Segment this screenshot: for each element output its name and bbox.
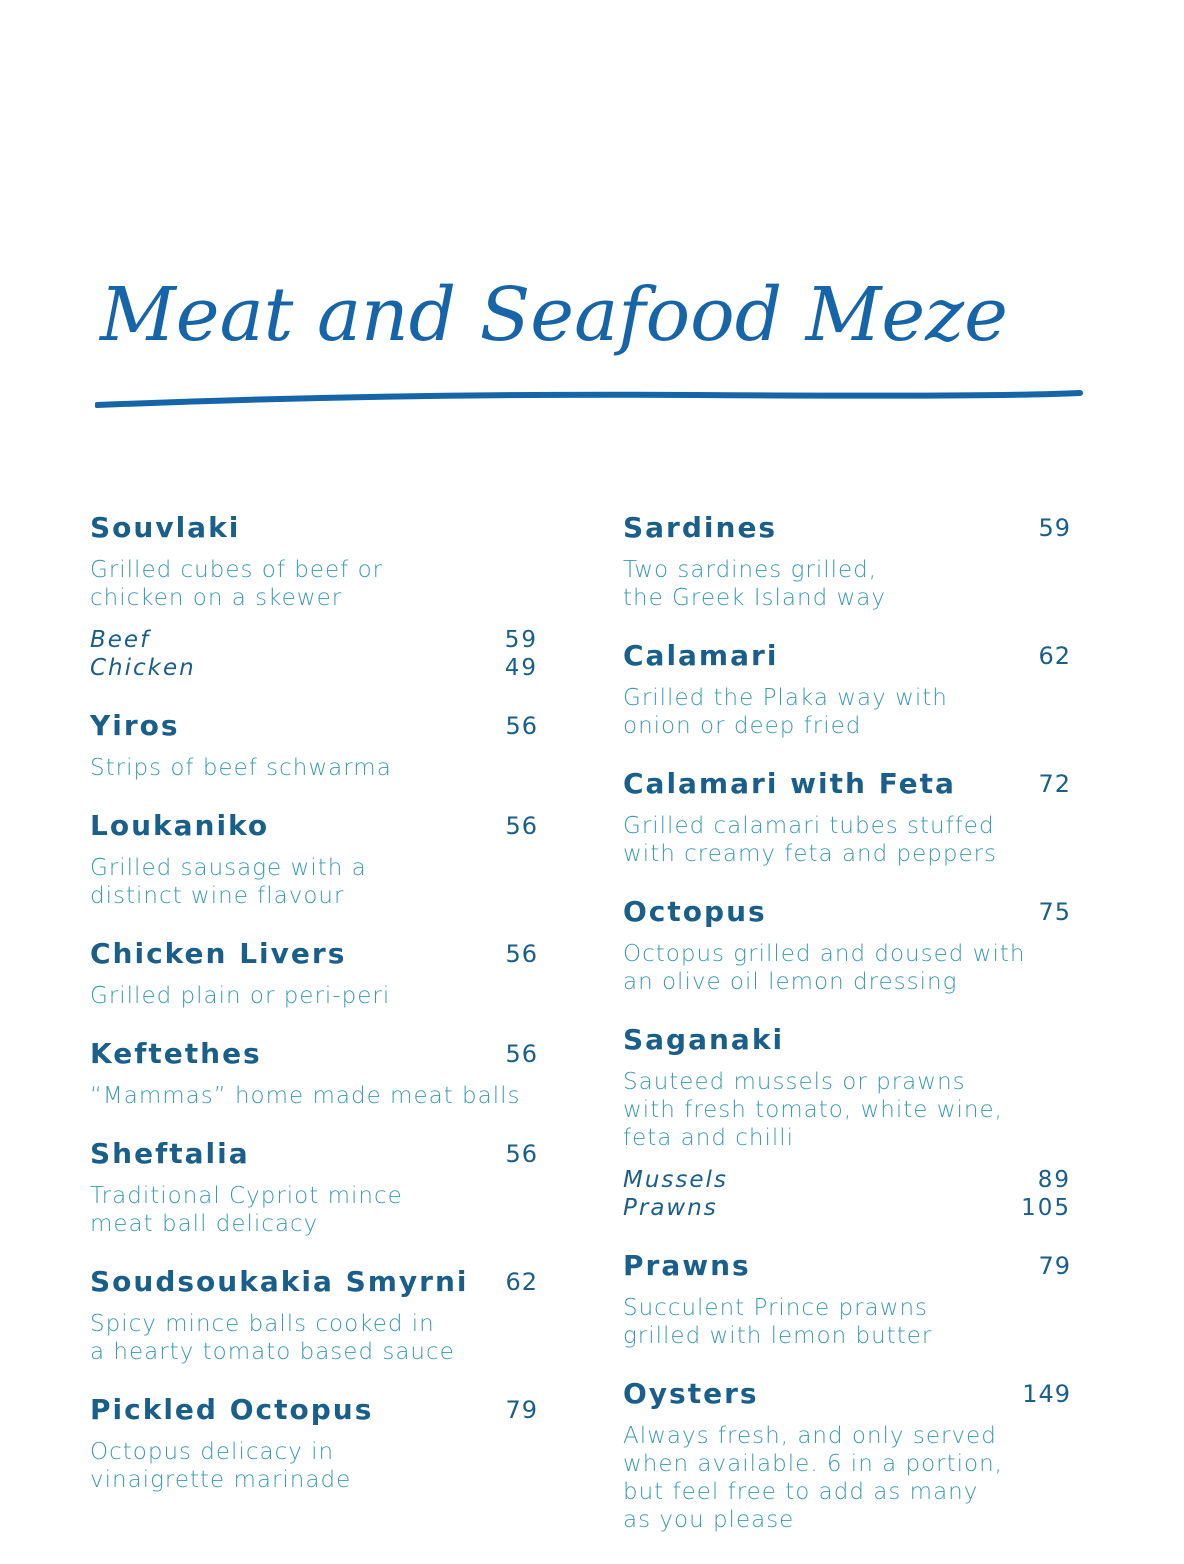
menu-title: Meat and Seafood Meze <box>100 272 1008 358</box>
menu-item <box>623 1376 1071 1534</box>
menu-item-name: Souvlaki <box>90 511 241 544</box>
variant-name: Prawns <box>623 1195 718 1221</box>
menu-item-header <box>623 1376 1071 1422</box>
menu-item-price: 56 <box>505 812 538 840</box>
menu-item <box>90 510 538 682</box>
menu-item <box>90 808 538 910</box>
menu-item-name: Calamari with Feta <box>623 767 956 800</box>
menu-item-header <box>90 936 538 982</box>
variant-name: Mussels <box>623 1167 728 1193</box>
variant-price: 59 <box>504 627 538 653</box>
menu-item-description: Octopus delicacy in vinaigrette marinade <box>90 1439 352 1493</box>
menu-item-variant <box>90 654 538 682</box>
menu-item <box>90 936 538 1010</box>
menu-item-name: Calamari <box>623 639 779 672</box>
menu-item <box>623 510 1071 612</box>
menu-item-price: 56 <box>505 712 538 740</box>
menu-item-description: Grilled cubes of beef or chicken on a skewer <box>90 557 384 611</box>
menu-item-name: Sheftalia <box>90 1137 250 1170</box>
menu-item-description: Grilled plain or peri-peri <box>90 983 391 1009</box>
menu-item-description: Sauteed mussels or prawns with fresh tomato, white wine, feta and chilli <box>623 1069 1003 1151</box>
menu-item-name: Yiros <box>90 709 180 742</box>
variant-name: Beef <box>90 627 151 653</box>
menu-item-description: Grilled the Plaka way with onion or deep fried <box>623 685 948 739</box>
menu-item <box>90 1136 538 1238</box>
menu-item-header <box>90 1392 538 1438</box>
menu-item-price: 79 <box>1038 1252 1071 1280</box>
menu-item-header <box>90 1036 538 1082</box>
menu-item-price: 62 <box>505 1268 538 1296</box>
menu-item-header <box>623 638 1071 684</box>
menu-item-name: Soudsoukakia Smyrni <box>90 1265 469 1298</box>
menu-item-header <box>90 708 538 754</box>
menu-item-price: 75 <box>1038 898 1071 926</box>
menu-item-header <box>90 510 538 556</box>
menu-item-name: Pickled Octopus <box>90 1393 374 1426</box>
menu-item <box>90 708 538 782</box>
menu-item-price: 62 <box>1038 642 1071 670</box>
menu-item-header <box>623 1022 1071 1068</box>
menu-item <box>623 894 1071 996</box>
menu-item-name: Saganaki <box>623 1023 785 1056</box>
menu-item-description: Spicy mince balls cooked in a hearty tomato based sauce <box>90 1311 455 1365</box>
menu-item-variant <box>90 626 538 654</box>
menu-item <box>623 1248 1071 1350</box>
menu-item-description: Grilled sausage with a distinct wine flavour <box>90 855 367 909</box>
menu-item-header <box>90 1136 538 1182</box>
menu-item-header <box>623 766 1071 812</box>
menu-item-description: Octopus grilled and doused with an olive oil lemon dressing <box>623 941 1026 995</box>
menu-item <box>623 1022 1071 1222</box>
menu-item-header <box>623 894 1071 940</box>
menu-item-price: 59 <box>1038 514 1071 542</box>
menu-item-price: 149 <box>1022 1380 1071 1408</box>
menu-item-header <box>623 1248 1071 1294</box>
menu-item <box>90 1264 538 1366</box>
menu-item-description: “Mammas” home made meat balls <box>90 1083 521 1109</box>
menu-item-description: Traditional Cypriot mince meat ball delicacy <box>90 1183 403 1237</box>
menu-item-price: 56 <box>505 1040 538 1068</box>
menu-item <box>623 766 1071 868</box>
menu-item-name: Chicken Livers <box>90 937 347 970</box>
menu-item-description: Two sardines grilled, the Greek Island way <box>623 557 887 611</box>
menu-item-price: 72 <box>1038 770 1071 798</box>
variant-price: 105 <box>1021 1195 1071 1221</box>
menu-column-left <box>90 510 538 1520</box>
menu-item <box>623 638 1071 740</box>
menu-item-description: Succulent Prince prawns grilled with lemon butter <box>623 1295 933 1349</box>
menu-item-name: Oysters <box>623 1377 759 1410</box>
menu-item-price: 79 <box>505 1396 538 1424</box>
menu-item-variants <box>623 1166 1071 1222</box>
menu-item-name: Sardines <box>623 511 778 544</box>
menu-item-header <box>90 808 538 854</box>
menu-item-header <box>90 1264 538 1310</box>
menu-item-description: Always fresh, and only served when available. 6 in a portion, but feel free to add as many as you please <box>623 1423 1003 1533</box>
menu-item-variants <box>90 626 538 682</box>
menu-item-variant <box>623 1194 1071 1222</box>
menu-item-header <box>623 510 1071 556</box>
menu-item-variant <box>623 1166 1071 1194</box>
variant-price: 49 <box>504 655 538 681</box>
menu-item-name: Keftethes <box>90 1037 262 1070</box>
menu-item-description: Strips of beef schwarma <box>90 755 392 781</box>
menu-item-price: 56 <box>505 1140 538 1168</box>
variant-price: 89 <box>1037 1167 1071 1193</box>
menu-item <box>90 1392 538 1494</box>
menu-item-name: Prawns <box>623 1249 751 1282</box>
title-underline <box>95 385 1085 415</box>
menu-item-name: Loukaniko <box>90 809 270 842</box>
menu-column-right <box>623 510 1071 1560</box>
menu-item-name: Octopus <box>623 895 767 928</box>
menu-item-price: 56 <box>505 940 538 968</box>
menu-item <box>90 1036 538 1110</box>
menu-item-description: Grilled calamari tubes stuffed with creamy feta and peppers <box>623 813 998 867</box>
variant-name: Chicken <box>90 655 196 681</box>
